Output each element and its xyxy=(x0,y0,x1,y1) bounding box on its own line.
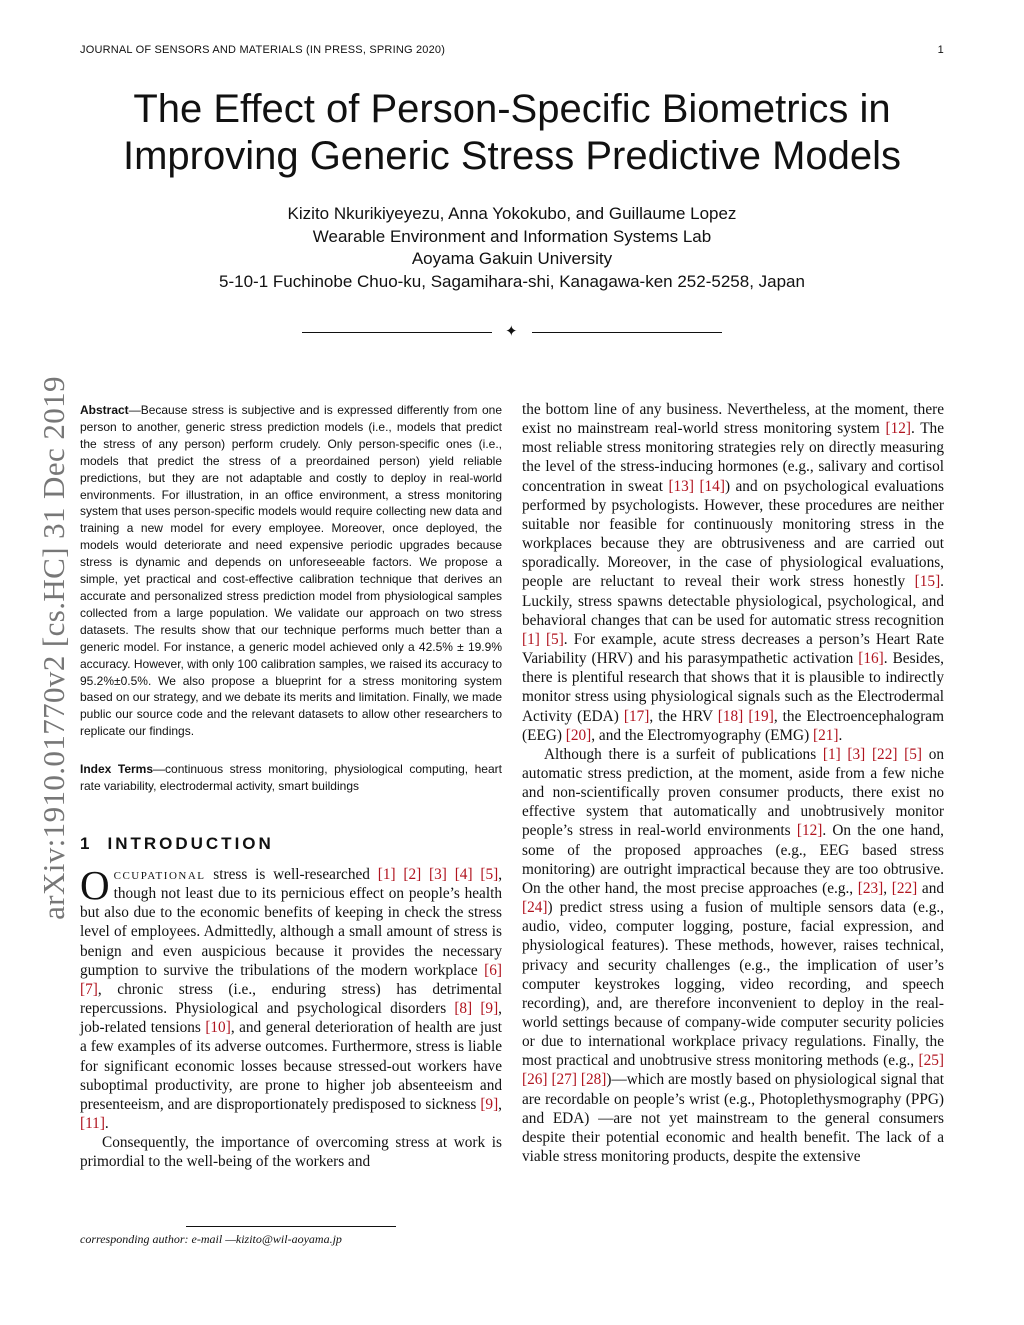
citation-link[interactable]: [12] xyxy=(885,420,911,438)
citation-link[interactable]: [5] xyxy=(904,745,922,763)
abstract-label: Abstract xyxy=(80,403,129,417)
arxiv-stamp: arXiv:1910.01770v2 [cs.HC] 31 Dec 2019 xyxy=(36,376,71,920)
citation-link[interactable]: [10] xyxy=(205,1019,231,1037)
citation-link[interactable]: [11] xyxy=(80,1114,105,1132)
intro-paragraph-3 xyxy=(522,400,944,745)
citation-link[interactable]: [1] xyxy=(522,630,540,648)
citation-link[interactable]: [23] xyxy=(857,879,884,897)
intro-paragraph-1 xyxy=(80,861,503,1133)
title-line-2: Improving Generic Stress Predictive Models xyxy=(122,134,902,178)
citation-link[interactable]: [22] xyxy=(891,879,918,897)
journal-name: JOURNAL OF SENSORS AND MATERIALS (IN PRESS, SPRING 2020) xyxy=(80,44,446,56)
left-column xyxy=(80,402,502,1171)
index-terms-label: Index Terms xyxy=(80,762,154,777)
section-title: INTRODUCTION xyxy=(107,833,274,853)
citation-link[interactable]: [18] xyxy=(717,707,744,725)
intro-paragraph-4 xyxy=(522,745,944,1166)
running-head xyxy=(80,44,944,56)
citation-link[interactable]: [3] xyxy=(429,865,447,883)
index-terms xyxy=(80,761,502,795)
drop-cap: O xyxy=(80,861,110,908)
intro-paragraph-2: Consequently, the importance of overcoming stress at work is primordial to the well-being of the workers and xyxy=(80,1134,502,1171)
footnote: corresponding author: e-mail —kizito@wil-aoyama.jp xyxy=(80,1232,342,1246)
citation-link[interactable]: [6] xyxy=(484,961,502,979)
separator-star-icon: ✦ xyxy=(505,324,518,340)
citation-link[interactable]: [17] xyxy=(623,707,650,725)
title-line-1: The Effect of Person-Specific Biometrics in xyxy=(133,87,891,131)
page-number: 1 xyxy=(937,44,944,56)
author-names: Kizito Nkurikiyeyezu, Anna Yokokubo, and Guillaume Lopez xyxy=(287,204,737,223)
citation-link[interactable]: [5] xyxy=(545,630,564,648)
citation-link[interactable]: [7] xyxy=(80,980,98,998)
citation-link[interactable]: [1] xyxy=(377,865,396,883)
intro-paragraph-1-text: stress is well-researched [1] [2] [3] [4] [5], though not least due to its pernicious effect on people’s health but also due to the economic benefits of keeping in check the stress level of employees. Admittedly, although a small amount of stress is benign and even auspicious because it provides the necessary gumption to survive the tribulations of the modern workplace [6] [7], chronic stress (i.e., enduring stress) has detrimental repercussions. Physiological and psychological disorders [8] [9], job-related tensions [10], and general deterioration of health are just a few examples of its adverse outcomes. Furthermore, stress is liable for significant economic losses because stressed-out workers have suboptimal productivity, are prone to higher job absenteeism and presenteeism, and are disproportionately predisposed to sickness [9], [11]. xyxy=(80,865,503,1132)
citation-link[interactable]: [2] xyxy=(403,865,422,883)
index-terms-text: —continuous stress monitoring, physiological computing, heart rate variability, electrodermal activity, smart buildings xyxy=(80,762,502,794)
citation-link[interactable]: [14] xyxy=(699,477,725,495)
citation-link[interactable]: [5] xyxy=(480,865,499,883)
author-university: Aoyama Gakuin University xyxy=(411,249,613,268)
citation-link[interactable]: [1] xyxy=(822,745,841,763)
citation-link[interactable]: [15] xyxy=(914,573,941,591)
author-address: 5-10-1 Fuchinobe Chuo-ku, Sagamihara-shi, Kanagawa-ken 252-5258, Japan xyxy=(219,271,805,291)
citation-link[interactable]: [9] xyxy=(480,1095,499,1113)
citation-link[interactable]: [19] xyxy=(748,707,774,725)
section-number: 1 xyxy=(80,833,90,853)
citation-link[interactable]: [27] xyxy=(551,1071,577,1089)
citation-link[interactable]: [20] xyxy=(565,726,592,744)
intro-paragraph-4-text: Although there is a surfeit of publications [1] [3] [22] [5] on automatic stress prediction, at the moment, aside from a few niche and non-scientifically proven consumer products, there exist no effective system that automatically and unobtrusively monitor people’s stress in real-world environments [12]. On the one hand, some of the proposed approaches (e.g., EEG based stress monitoring) are outright impractical because they are too obtrusive. On the other hand, the most precise approaches (e.g., [23], [22] and [24]) predict stress using a fusion of multiple sensors data (e.g., audio, video, computer logging, posture, facial expression, and physiological features). These methods, however, raises technical, privacy and security challenges (e.g., the implication of user’s computer keystrokes logging, video recording, and speech recording), and, are therefore inconvenient to deploy in the real-world settings because of company-wide computer security policies or due to international workplace privacy regulations. Finally, the most practical and unobtrusive stress monitoring methods (e.g., [25] [26] [27] [28])—which are mostly based on physiological signal that are recordable on people’s wrist (e.g., Photoplethysmography (PPG) and EDA) —are not yet mainstream to the general consumers despite their potential economic and health benefit. The lack of a viable stress monitoring products, despite the extensive xyxy=(522,745,945,1166)
author-block xyxy=(90,203,934,293)
intro-paragraph-3-text: the bottom line of any business. Nevertheless, at the moment, there exist no mainstream real-world stress monitoring system [12]. The most reliable stress monitoring strategies rely on directly measuring the level of the stress-inducing hormones (e.g., salivary and cortisol concentration in sweat [13] [14]) and on psychological evaluations performed by psychologists. However, these procedures are neither suitable nor feasible for continuously monitoring stress in the workplaces because they are obtrusiveness and are carried out sporadically. Moreover, in the case of physiological evaluations, people are reluctant to reveal their work stress honestly [15]. Luckily, stress spawns detectable physiological, psychological, and behavioral changes that can be used for automatic stress recognition [1] [5]. For example, acute stress decreases a person’s Heart Rate Variability (HRV) and his parasympathetic activation [16]. Besides, there is plentiful research that shows that it is plausible to indirectly monitor stress using physiological signals such as the Electrodermal Activity (EDA) [17], the HRV [18] [19], the Electroencephalogram (EEG) [20], and the Electromyography (EMG) [21]. xyxy=(522,401,945,744)
citation-link[interactable]: [3] xyxy=(847,745,866,763)
citation-link[interactable]: [8] xyxy=(454,1000,473,1018)
footnote-rule xyxy=(186,1226,396,1227)
citation-link[interactable]: [26] xyxy=(522,1071,548,1089)
citation-link[interactable]: [25] xyxy=(918,1052,944,1070)
separator-rule-right xyxy=(532,332,722,333)
abstract-text: —Because stress is subjective and is expressed differently from one person to another, generic stress prediction models (i.e., models that predict the stress of any person) perform crudely. Only person-specific ones (i.e., models that predict the stress of a preordained person) yield reliable predictions, but they are not adaptable and costly to deploy in real-world environments. For illustration, in an office environment, a stress monitoring system that uses person-specific models would require collecting new data and training a new model for every employee. Moreover, once deployed, the models would deteriorate and need expensive periodic upgrades because stress is dynamic and depends on unforeseeable factors. We propose a simple, yet practical and cost-effective calibration technique that derives an accurate and personalized stress prediction model from physiological samples collected from a large population. We validate our approach on two stress datasets. The results show that our technique performs much better than a generic model. For instance, a generic model achieved only a 42.5% ± 19.9% accuracy. However, with only 100 calibration samples, we raised its accuracy to 95.2%±0.5%. We also propose a blueprint for a stress monitoring system based on our strategy, and we debate its merits and limitation. Finally, we made public our source code and the relevant datasets to allow other researchers to replicate our findings. xyxy=(80,403,502,739)
separator-rule-left xyxy=(302,332,492,333)
abstract xyxy=(80,402,502,740)
citation-link[interactable]: [12] xyxy=(796,822,823,840)
citation-link[interactable]: [24] xyxy=(522,899,548,917)
title-separator xyxy=(302,325,722,341)
smallcaps-lead: ccupational xyxy=(113,865,206,883)
section-heading xyxy=(80,834,502,854)
citation-link[interactable]: [9] xyxy=(480,1000,499,1018)
paper-title xyxy=(90,86,934,180)
citation-link[interactable]: [21] xyxy=(813,726,839,744)
citation-link[interactable]: [28] xyxy=(580,1071,607,1089)
right-column xyxy=(522,400,944,1166)
citation-link[interactable]: [22] xyxy=(871,745,898,763)
citation-link[interactable]: [4] xyxy=(454,865,473,883)
citation-link[interactable]: [13] xyxy=(668,477,694,495)
author-lab: Wearable Environment and Information Systems Lab xyxy=(312,226,712,246)
citation-link[interactable]: [16] xyxy=(858,650,884,668)
